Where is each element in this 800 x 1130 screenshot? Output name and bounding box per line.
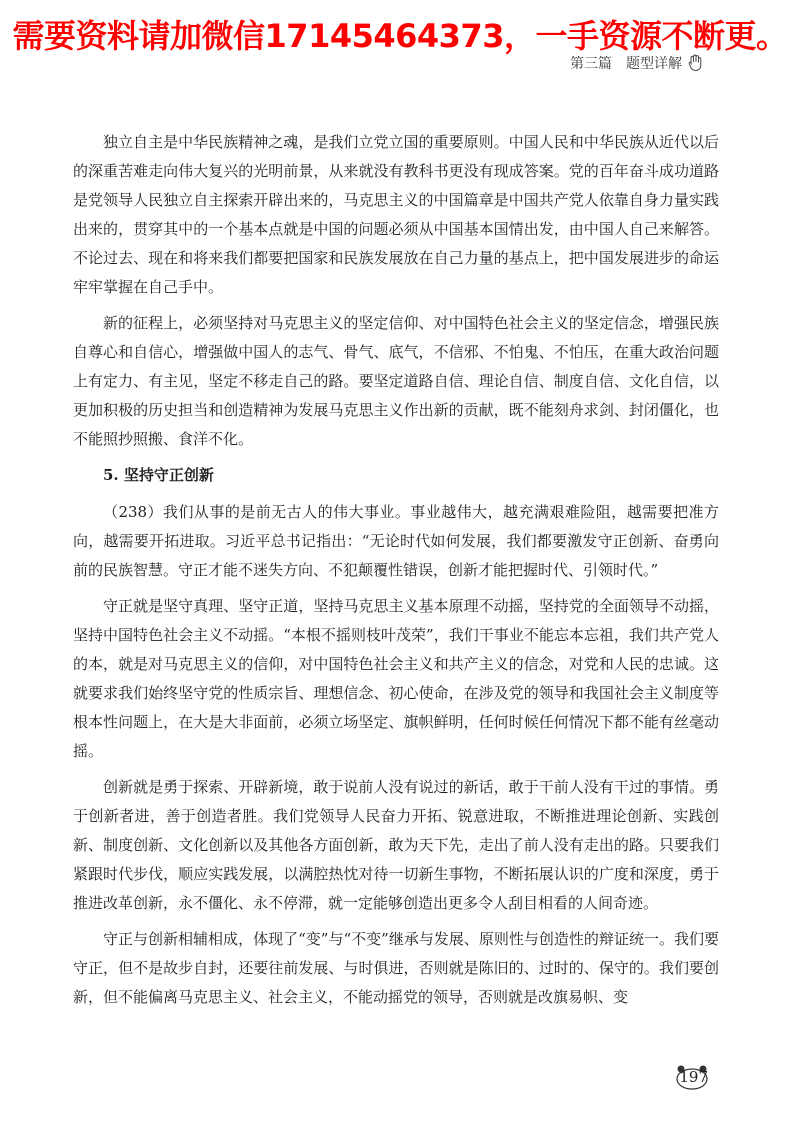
header-section: 第三篇 bbox=[570, 56, 612, 72]
paragraph-238: （238）我们从事的是前无古人的伟大事业。事业越伟大，越充满艰难险阻，越需要把准方向，越需要开拓进取。习近平总书记指出：“无论时代如何发展，我们都要激发守正创新、奋勇向前的民族智慧。守正才能不迷失方向、不犯颠覆性错误，创新才能把握时代、引领时代。” bbox=[73, 503, 719, 579]
paragraph-shouzheng: 守正就是坚守真理、坚守正道，坚持马克思主义基本原理不动摇，坚持党的全面领导不动摇，坚持中国特色社会主义不动摇。“本根不摇则枝叶茂荣”，我们干事业不能忘本忘祖，我们共产党人的本，就是对马克思主义的信仰，对中国特色社会主义和共产主义的信念，对党和人民的忠诚。这就要求我们始终坚守党的性质宗旨、理想信念、初心使命，在涉及党的领导和我国社会主义制度等根本性问题上，在大是大非面前，必须立场坚定、旗帜鲜明，任何时候任何情况下都不能有丝毫动摇。 bbox=[73, 597, 719, 760]
promo-banner: 需要资料请加微信17145464373，一手资源不断更。 bbox=[12, 17, 788, 55]
paragraph-chuangxin: 创新就是勇于探索、开辟新境，敢于说前人没有说过的新话，敢于干前人没有干过的事情。勇于创新者进，善于创造者胜。我们党领导人民奋力开拓、锐意进取，不断推进理论创新、实践创新、制度创新、文化创新以及其他各方面创新，敢为天下先，走出了前人没有走出的路。只要我们紧跟时代步伐，顺应实践发展，以满腔热忱对待一切新生事物，不断拓展认识的广度和深度，勇于推进改革创新，永不僵化、永不停滞，就一定能够创造出更多令人刮目相看的人间奇迹。 bbox=[73, 778, 719, 912]
page-number: 197 bbox=[679, 1068, 708, 1086]
paragraph-new-journey: 新的征程上，必须坚持对马克思主义的坚定信仰、对中国特色社会主义的坚定信念，增强民族自尊心和自信心，增强做中国人的志气、骨气、底气，不信邪、不怕鬼、不怕压，在重大政治问题上有定力、有主见，坚定不移走自己的路。要坚定道路自信、理论自信、制度自信、文化自信，以更加积极的历史担当和创造精神为发展马克思主义作出新的贡献，既不能刻舟求剑、封闭僵化，也不能照抄照搬、食洋不化。 bbox=[73, 314, 719, 448]
running-header bbox=[570, 53, 704, 73]
page-footer bbox=[675, 1064, 708, 1090]
paragraph-dialectic: 守正与创新相辅相成，体现了“变”与“不变”继承与发展、原则性与创造性的辩证统一。我们要守正，但不是故步自封，还要往前发展、与时俱进，否则就是陈旧的、过时的、保守的。我们要创新，但不能偏离马克思主义、社会主义，不能动摇党的领导，否则就是改旗易帜、变 bbox=[73, 930, 719, 1006]
section-heading: 5. 坚持守正创新 bbox=[103, 466, 214, 484]
main-text bbox=[73, 128, 719, 1019]
header-chapter: 题型详解 bbox=[626, 56, 682, 72]
paragraph-independence: 独立自主是中华民族精神之魂，是我们立党立国的重要原则。中国人民和中华民族从近代以后的深重苦难走向伟大复兴的光明前景，从来就没有教科书更没有现成答案。党的百年奋斗成功道路是党领导人民独立自主探索开辟出来的，马克思主义的中国篇章是中国共产党人依靠自身力量实践出来的，贯穿其中的一个基本点就是中国的问题必须从中国基本国情出发，由中国人自己来解答。不论过去、现在和将来我们都要把国家和民族发展放在自己力量的基点上，把中国发展进步的命运牢牢掌握在自己手中。 bbox=[73, 133, 719, 296]
hand-icon bbox=[688, 54, 704, 72]
